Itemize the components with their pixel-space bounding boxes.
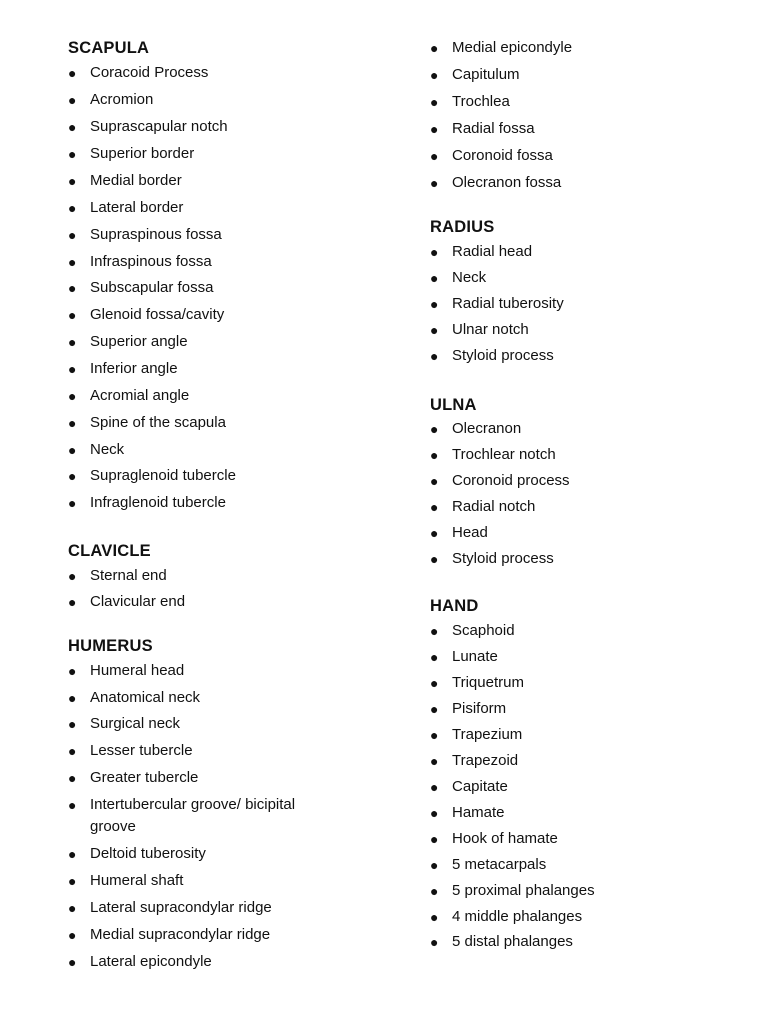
bullet-icon: ● xyxy=(430,831,439,847)
bullet-icon: ● xyxy=(68,690,77,706)
bullet-icon: ● xyxy=(430,499,439,515)
list-item: ● Inferior angle xyxy=(68,358,178,380)
list-item: ● Olecranon xyxy=(430,418,521,440)
list-item: ● Triquetrum xyxy=(430,672,524,694)
list-item: ● Intertubercular groove/ bicipital groove xyxy=(68,796,296,835)
bullet-icon: ● xyxy=(68,954,77,970)
bullet-icon: ● xyxy=(68,146,77,162)
bullet-icon: ● xyxy=(430,348,439,364)
list-item: ● Humeral shaft xyxy=(68,870,183,892)
list-item: ● Infraglenoid tubercle xyxy=(68,492,226,514)
list-item: ● Capitulum xyxy=(430,64,520,86)
list-item: ● 5 proximal phalanges xyxy=(430,880,595,902)
list-item: ● Styloid process xyxy=(430,548,554,570)
list-item: ● Greater tubercle xyxy=(68,767,198,789)
list-item: ● Head xyxy=(430,522,488,544)
bullet-icon: ● xyxy=(430,473,439,489)
radius-title: RADIUS xyxy=(430,218,495,236)
list-item: ● 4 middle phalanges xyxy=(430,906,582,928)
list-item: ● Coracoid Process xyxy=(68,62,208,84)
list-item: ● Glenoid fossa/cavity xyxy=(68,304,224,326)
bullet-icon: ● xyxy=(430,727,439,743)
bullet-icon: ● xyxy=(68,873,77,889)
list-item: ● Hamate xyxy=(430,802,505,824)
bullet-icon: ● xyxy=(68,227,77,243)
list-item: ● Coronoid fossa xyxy=(430,145,553,167)
list-item: ● Olecranon fossa xyxy=(430,172,561,194)
list-item: ● Suprascapular notch xyxy=(68,116,228,138)
bullet-icon: ● xyxy=(430,551,439,567)
bullet-icon: ● xyxy=(430,857,439,873)
list-item: ● Humeral head xyxy=(68,660,184,682)
list-item: ● Anatomical neck xyxy=(68,687,200,709)
list-item: ● Medial epicondyle xyxy=(430,37,572,59)
list-item: ● Sternal end xyxy=(68,565,167,587)
bullet-icon: ● xyxy=(68,415,77,431)
list-item: ● Trochlea xyxy=(430,91,510,113)
list-item: ● Radial notch xyxy=(430,496,535,518)
bullet-icon: ● xyxy=(430,623,439,639)
list-item: ● Neck xyxy=(430,267,486,289)
list-item: ● Lesser tubercle xyxy=(68,740,193,762)
bullet-icon: ● xyxy=(68,468,77,484)
list-item: ● Medial supracondylar ridge xyxy=(68,924,270,946)
list-item: ● Capitate xyxy=(430,776,508,798)
bullet-icon: ● xyxy=(430,934,439,950)
list-item: ● Acromial angle xyxy=(68,385,189,407)
bullet-icon: ● xyxy=(430,296,439,312)
list-item: ● Radial tuberosity xyxy=(430,293,564,315)
bullet-icon: ● xyxy=(430,148,439,164)
bullet-icon: ● xyxy=(430,753,439,769)
list-item: ● Ulnar notch xyxy=(430,319,529,341)
list-item: ● Medial border xyxy=(68,170,182,192)
bullet-icon: ● xyxy=(430,270,439,286)
list-item: ● Lateral supracondylar ridge xyxy=(68,897,272,919)
list-item: ● Supraspinous fossa xyxy=(68,224,222,246)
list-item: ● Scaphoid xyxy=(430,620,515,642)
bullet-icon: ● xyxy=(68,307,77,323)
hand-title: HAND xyxy=(430,597,479,615)
bullet-icon: ● xyxy=(68,92,77,108)
bullet-icon: ● xyxy=(430,701,439,717)
bullet-icon: ● xyxy=(68,770,77,786)
list-item: ● Surgical neck xyxy=(68,713,180,735)
bullet-icon: ● xyxy=(68,568,77,584)
list-item: ● Neck xyxy=(68,439,124,461)
bullet-icon: ● xyxy=(68,361,77,377)
bullet-icon: ● xyxy=(68,846,77,862)
bullet-icon: ● xyxy=(68,900,77,916)
bullet-icon: ● xyxy=(430,322,439,338)
list-item: ● Radial head xyxy=(430,241,532,263)
bullet-icon: ● xyxy=(68,743,77,759)
bullet-icon: ● xyxy=(430,447,439,463)
list-item: ● Pisiform xyxy=(430,698,506,720)
list-item: ● Spine of the scapula xyxy=(68,412,226,434)
bullet-icon: ● xyxy=(430,675,439,691)
list-item: ● 5 metacarpals xyxy=(430,854,546,876)
list-item: ● Trapezoid xyxy=(430,750,518,772)
bullet-icon: ● xyxy=(430,40,439,56)
list-item: ● Supraglenoid tubercle xyxy=(68,465,236,487)
list-item: ● Infraspinous fossa xyxy=(68,251,212,273)
bullet-icon: ● xyxy=(68,716,77,732)
list-item: ● Styloid process xyxy=(430,345,554,367)
bullet-icon: ● xyxy=(430,805,439,821)
bullet-icon: ● xyxy=(430,244,439,260)
list-item: ● Lateral border xyxy=(68,197,183,219)
bullet-icon: ● xyxy=(68,388,77,404)
scapula-title: SCAPULA xyxy=(68,39,150,57)
humerus-title: HUMERUS xyxy=(68,637,153,655)
list-item: ● Radial fossa xyxy=(430,118,535,140)
bullet-icon: ● xyxy=(68,442,77,458)
bullet-icon: ● xyxy=(430,883,439,899)
bullet-icon: ● xyxy=(68,663,77,679)
bullet-icon: ● xyxy=(430,121,439,137)
bullet-icon: ● xyxy=(68,65,77,81)
bullet-icon: ● xyxy=(68,200,77,216)
list-item: ● Subscapular fossa xyxy=(68,277,213,299)
list-item: ● Trapezium xyxy=(430,724,522,746)
bullet-icon: ● xyxy=(430,67,439,83)
list-item: ● 5 distal phalanges xyxy=(430,931,573,953)
list-item: ● Superior angle xyxy=(68,331,188,353)
ulna-title: ULNA xyxy=(430,396,477,414)
list-item: ● Trochlear notch xyxy=(430,444,556,466)
list-item: ● Hook of hamate xyxy=(430,828,558,850)
clavicle-title: CLAVICLE xyxy=(68,542,151,560)
list-item: ● Deltoid tuberosity xyxy=(68,843,206,865)
bullet-icon: ● xyxy=(430,649,439,665)
bullet-icon: ● xyxy=(68,927,77,943)
bullet-icon: ● xyxy=(68,594,77,610)
bullet-icon: ● xyxy=(68,495,77,511)
bullet-icon: ● xyxy=(68,334,77,350)
bullet-icon: ● xyxy=(68,797,77,813)
bullet-icon: ● xyxy=(430,421,439,437)
bullet-icon: ● xyxy=(430,779,439,795)
list-item: ● Clavicular end xyxy=(68,591,185,613)
list-item: ● Coronoid process xyxy=(430,470,570,492)
bullet-icon: ● xyxy=(68,173,77,189)
bullet-icon: ● xyxy=(68,119,77,135)
list-item: ● Lateral epicondyle xyxy=(68,951,212,973)
bullet-icon: ● xyxy=(68,254,77,270)
bullet-icon: ● xyxy=(68,280,77,296)
list-item: ● Superior border xyxy=(68,143,194,165)
bullet-icon: ● xyxy=(430,525,439,541)
list-item: ● Acromion xyxy=(68,89,153,111)
list-item: ● Lunate xyxy=(430,646,498,668)
bullet-icon: ● xyxy=(430,94,439,110)
bullet-icon: ● xyxy=(430,909,439,925)
bullet-icon: ● xyxy=(430,175,439,191)
